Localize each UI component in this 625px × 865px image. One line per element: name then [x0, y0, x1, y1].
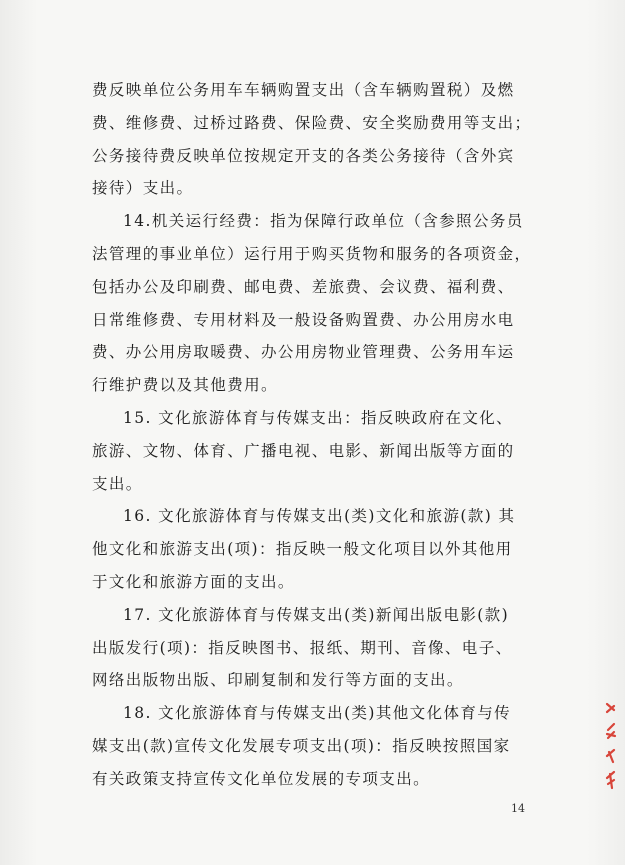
text-line: 有关政策支持宣传文化单位发展的专项支出。	[92, 769, 431, 788]
paragraph-17	[92, 599, 552, 697]
page-number: 14	[511, 802, 525, 815]
paragraph-16	[92, 500, 552, 598]
text-line: 行维护费以及其他费用。	[92, 376, 278, 395]
text-line: 于文化和旅游方面的支出。	[92, 572, 295, 591]
paragraph-13-continued	[92, 74, 552, 205]
text-line: 旅游、文物、体育、广播电视、电影、新闻出版等方面的	[92, 441, 515, 460]
text-line: 费、办公用房取暖费、办公用房物业管理费、公务用车运	[92, 343, 515, 362]
body-text	[92, 74, 552, 796]
text-line: 包括办公及印刷费、邮电费、差旅费、会议费、福利费、	[92, 277, 515, 296]
text-line: 公务接待费反映单位按规定开支的各类公务接待（含外宾	[92, 146, 515, 165]
text-line: 媒支出(款)宣传文化发展专项支出(项)：指反映按照国家	[92, 736, 511, 755]
paragraph-18	[92, 697, 552, 795]
text-line: 支出。	[92, 474, 143, 493]
text-line: 14.机关运行经费：指为保障行政单位（含参照公务员	[123, 212, 524, 231]
text-line: 17. 文化旅游体育与传媒支出(类)新闻出版电影(款)	[123, 605, 510, 624]
text-line: 出版发行(项)：指反映图书、报纸、期刊、音像、电子、	[92, 638, 513, 657]
text-line: 费反映单位公务用车车辆购置支出（含车辆购置税）及燃	[92, 81, 515, 99]
paragraph-15	[92, 402, 552, 500]
paragraph-14	[92, 205, 552, 402]
text-line: 15. 文化旅游体育与传媒支出：指反映政府在文化、	[123, 408, 514, 427]
text-line: 法管理的事业单位）运行用于购买货物和服务的各项资金，	[92, 244, 532, 263]
text-line: 他文化和旅游支出(项)：指反映一般文化项目以外其他用	[92, 540, 513, 559]
text-line: 接待）支出。	[92, 179, 194, 198]
text-line: 18. 文化旅游体育与传媒支出(类)其他文化体育与传	[123, 704, 512, 723]
text-line: 费、维修费、过桥过路费、保险费、安全奖励费用等支出；	[92, 113, 532, 132]
text-line: 日常维修费、专用材料及一般设备购置费、办公用房水电	[92, 310, 515, 329]
text-line: 网络出版物出版、印刷复制和发行等方面的支出。	[92, 671, 464, 690]
text-line: 16. 文化旅游体育与传媒支出(类)文化和旅游(款) 其	[123, 507, 516, 526]
seal-stamp-edge-icon	[604, 700, 618, 790]
